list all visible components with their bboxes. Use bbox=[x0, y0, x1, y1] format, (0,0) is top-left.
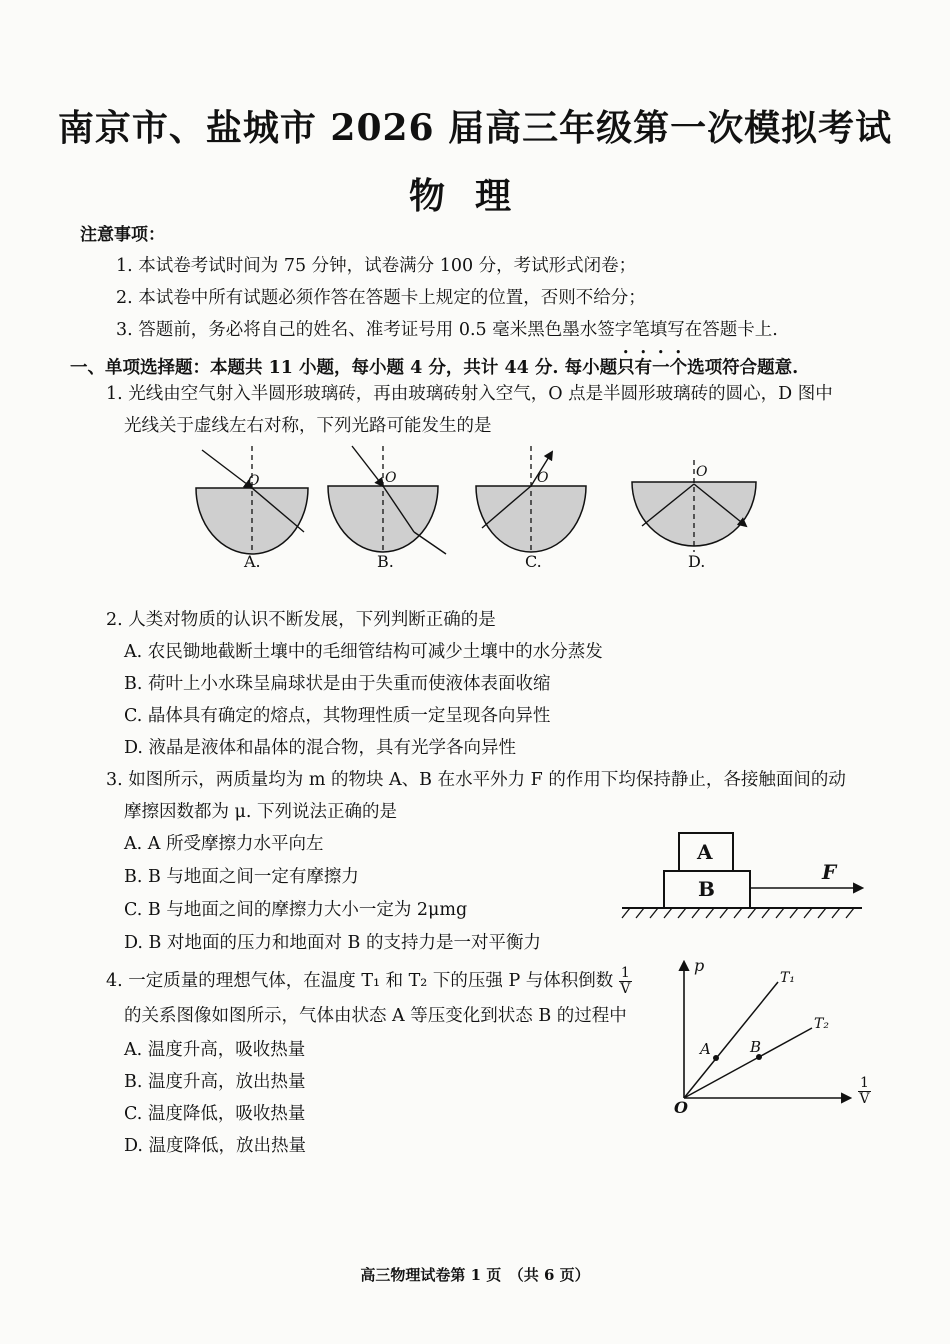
q2-stem: 2. 人类对物质的认识不断发展，下列判断正确的是 bbox=[106, 610, 496, 630]
section-heading-emphasis: 只有一个 bbox=[617, 358, 688, 378]
notice-heading: 注意事项： bbox=[80, 225, 165, 245]
page-footer: 高三物理试卷第 1 页 （共 6 页） bbox=[360, 1266, 590, 1284]
q2-option-b: B. 荷叶上小水珠呈扁球状是由于失重而使液体表面收缩 bbox=[124, 674, 551, 694]
q3-block-b-label: B bbox=[698, 877, 715, 901]
q3-option-a: A. A 所受摩擦力水平向左 bbox=[124, 834, 324, 854]
ground-hatching bbox=[622, 908, 854, 918]
q4-graph-point-a-label: A bbox=[700, 1040, 711, 1058]
q1-figure-d bbox=[632, 460, 756, 552]
q2-option-d: D. 液晶是液体和晶体的混合物，具有光学各向异性 bbox=[124, 738, 517, 758]
exam-title: 南京市、盐城市 2026 届高三年级第一次模拟考试 bbox=[57, 107, 893, 149]
q2-option-c: C. 晶体具有确定的熔点，其物理性质一定呈现各向异性 bbox=[124, 706, 551, 726]
q3-force-label: F bbox=[822, 860, 837, 884]
q1-stem-line1: 1. 光线由空气射入半圆形玻璃砖，再由玻璃砖射入空气，O 点是半圆形玻璃砖的圆心，D 图中 bbox=[106, 384, 833, 404]
q3-option-d: D. B 对地面的压力和地面对 B 的支持力是一对平衡力 bbox=[124, 933, 541, 953]
q4-stem-line1-text: 4. 一定质量的理想气体，在温度 T₁ 和 T₂ 下的压强 P 与体积倒数 bbox=[106, 971, 614, 991]
q4-stem-line1 bbox=[106, 966, 632, 997]
q3-stem-line2: 摩擦因数都为 μ. 下列说法正确的是 bbox=[124, 802, 398, 822]
q1-stem-line2: 光线关于虚线左右对称，下列光路可能发生的是 bbox=[124, 416, 492, 436]
q4-graph-x-numerator: 1 bbox=[860, 1075, 869, 1091]
q1-label-d: D. bbox=[688, 552, 706, 571]
q1-optics-figures bbox=[0, 0, 950, 600]
q4-graph-x-denominator: V bbox=[859, 1091, 870, 1107]
q1-c-point-o: O bbox=[537, 470, 549, 486]
q1-figure-b bbox=[328, 446, 446, 554]
q1-a-point-o: O bbox=[248, 473, 260, 489]
q3-stem-line1: 3. 如图所示，两质量均为 m 的物块 A、B 在水平外力 F 的作用下均保持静止，各接触面间的动 bbox=[106, 770, 846, 790]
q1-figure-c bbox=[476, 446, 586, 552]
q4-graph-y-label: p bbox=[694, 956, 705, 975]
q4-option-a: A. 温度升高，吸收热量 bbox=[124, 1040, 306, 1060]
q3-block-a-label: A bbox=[697, 840, 713, 864]
notice-item-1: 1. 本试卷考试时间为 75 分钟，试卷满分 100 分，考试形式闭卷； bbox=[116, 256, 637, 276]
q2-option-a: A. 农民锄地截断土壤中的毛细管结构可减少土壤中的水分蒸发 bbox=[124, 642, 603, 662]
q3-option-b: B. B 与地面之间一定有摩擦力 bbox=[124, 867, 359, 887]
q1-d-point-o: O bbox=[696, 464, 708, 480]
state-a-point bbox=[713, 1055, 719, 1061]
section-heading-suffix: 选项符合题意. bbox=[687, 358, 799, 378]
q4-option-b: B. 温度升高，放出热量 bbox=[124, 1072, 306, 1092]
q4-stem-line2: 的关系图像如图所示，气体由状态 A 等压变化到状态 B 的过程中 bbox=[124, 1006, 627, 1026]
q4-graph-point-b-label: B bbox=[750, 1038, 762, 1056]
subject-title: 物理 bbox=[408, 175, 541, 217]
q4-graph-t1-label: T₁ bbox=[780, 970, 795, 986]
notice-item-3: 3. 答题前，务必将自己的姓名、准考证号用 0.5 毫米黑色墨水签字笔填写在答题卡上. bbox=[116, 320, 778, 340]
notice-item-2: 2. 本试卷中所有试题必须作答在答题卡上规定的位置，否则不给分； bbox=[116, 288, 646, 308]
q4-fraction-1-over-v bbox=[619, 966, 632, 997]
q1-label-c: C. bbox=[525, 552, 542, 571]
q1-figure-a bbox=[196, 446, 308, 554]
q4-option-d: D. 温度降低，放出热量 bbox=[124, 1136, 307, 1156]
q4-graph-x-fraction bbox=[858, 1076, 871, 1107]
q1-label-a: A. bbox=[244, 552, 261, 571]
q4-graph-x-label bbox=[858, 1076, 871, 1107]
q1-label-b: B. bbox=[377, 552, 394, 571]
q4-option-c: C. 温度降低，吸收热量 bbox=[124, 1104, 306, 1124]
q1-b-point-o: O bbox=[385, 470, 397, 486]
q4-fraction-numerator: 1 bbox=[620, 965, 630, 981]
q4-graph-origin: O bbox=[674, 1098, 688, 1117]
q3-option-c: C. B 与地面之间的摩擦力大小一定为 2μmg bbox=[124, 900, 468, 920]
q4-graph-t2-label: T₂ bbox=[814, 1016, 829, 1032]
q4-fraction-denominator: V bbox=[620, 981, 631, 997]
section-heading-prefix: 一、单项选择题：本题共 11 小题，每小题 4 分，共计 44 分. 每小题 bbox=[70, 358, 618, 378]
